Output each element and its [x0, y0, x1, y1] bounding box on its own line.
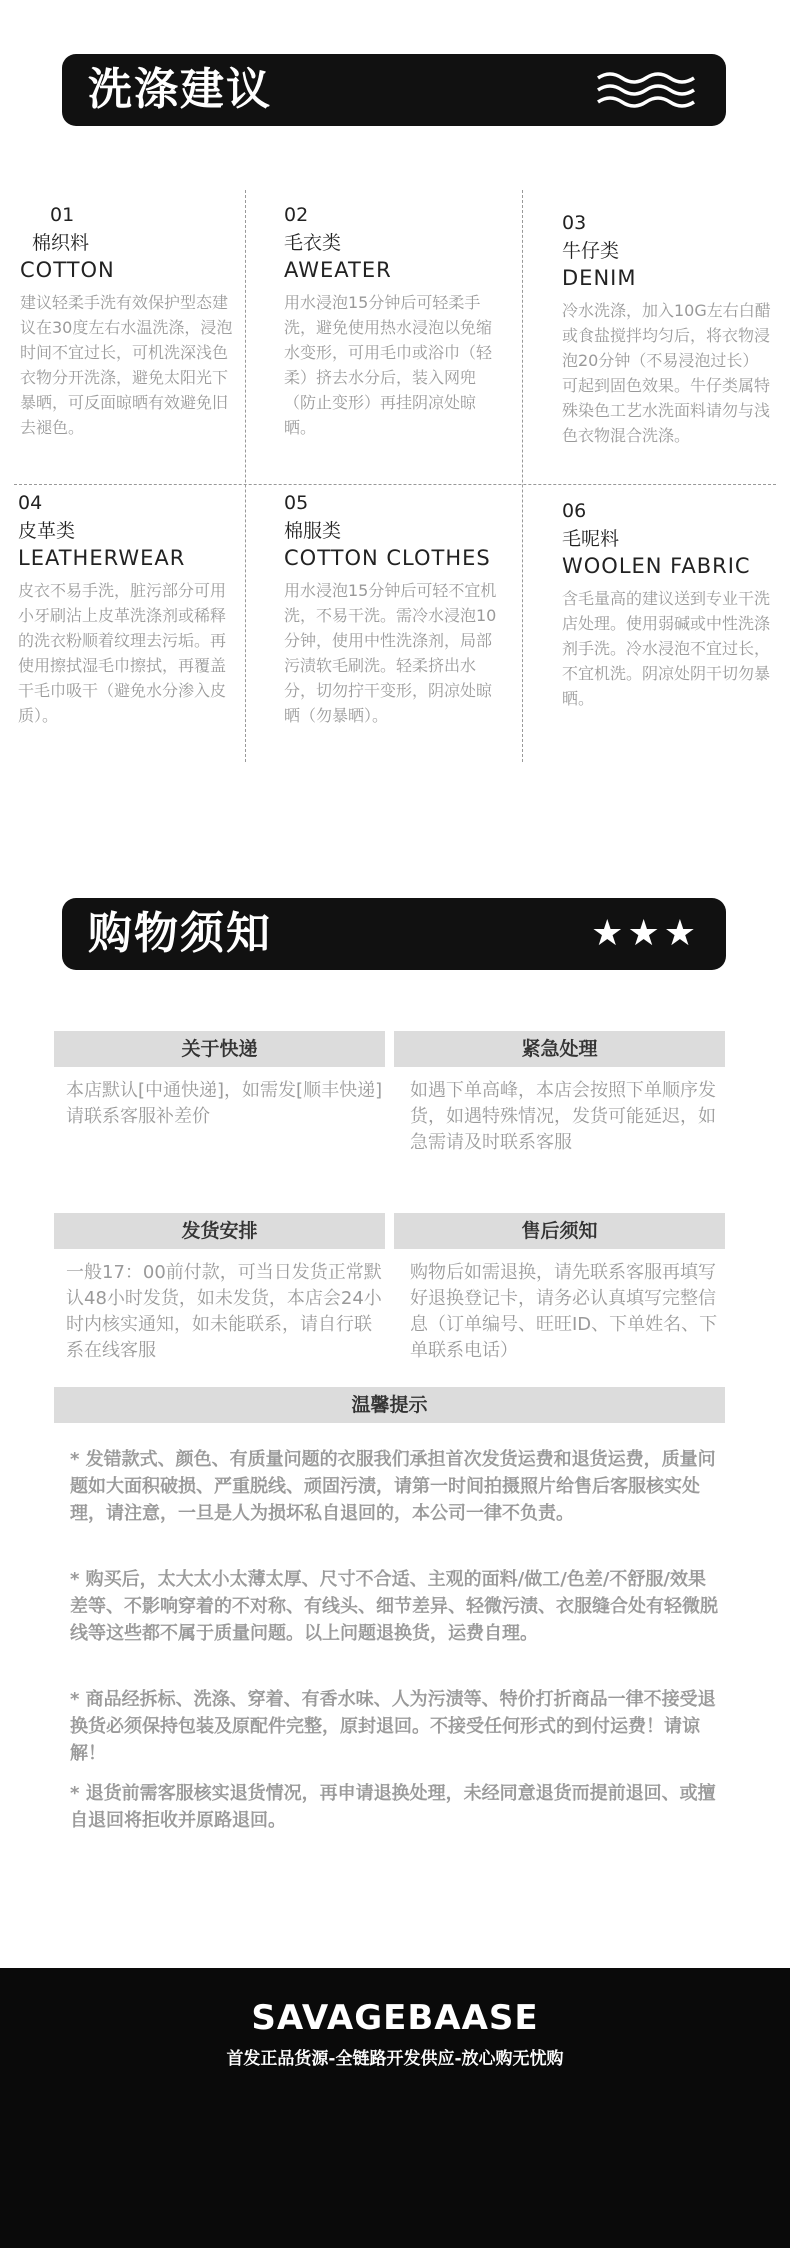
urgent-text: 如遇下单高峰，本店会按照下单顺序发货，如遇特殊情况，发货可能延迟，如急需请及时联系客服	[410, 1080, 716, 1153]
tip-item: * 发错款式、颜色、有质量问题的衣服我们承担首次发货运费和退货运费，质量问题如大面积破损、严重脱线、顽固污渍，请第一时间拍摄照片给售后客服核实处理，请注意，一旦是人为损坏私自退回的，本公司一律不负责。	[70, 1449, 716, 1524]
care-name-en: COTTON CLOTHES	[284, 546, 491, 570]
care-item-woolen	[562, 500, 774, 711]
after-sale-text: 购物后如需退换，请先联系客服再填写好退换登记卡，请务必认真填写完整信息（订单编号、旺旺ID、下单姓名、下单联系电话）	[410, 1262, 718, 1361]
footer	[0, 1968, 790, 2248]
care-name-cn: 牛仔类	[562, 240, 620, 262]
care-description: 用水浸泡15分钟后可轻不宜机洗，不易干洗。需冷水浸泡10分钟，使用中性洗涤剂，局部污渍软毛刷洗。轻柔挤出水分，切勿拧干变形，阴凉处晾晒（勿暴晒）。	[284, 581, 497, 725]
grid-divider	[245, 190, 246, 762]
tip-item: * 商品经拆标、洗涤、穿着、有香水味、人为污渍等、特价打折商品一律不接受退换货必须保持包装及原配件完整，原封退回。不接受任何形式的到付运费！请谅解！	[70, 1689, 716, 1764]
tip-item: * 购买后，太大太小太薄太厚、尺寸不合适、主观的面料/做工/色差/不舒服/效果差等、不影响穿着的不对称、有线头、细节差异、轻微污渍、衣服缝合处有轻微脱线等这些都不属于质量问题。以上问题退换货，运费自理。	[70, 1569, 718, 1644]
express-text: 本店默认[中通快递]，如需发[顺丰快递] 请联系客服补差价	[66, 1080, 383, 1127]
care-description: 含毛量高的建议送到专业干洗店处理。使用弱碱或中性洗涤剂手洗。冷水浸泡不宜过长，不宜机洗。阴凉处阴干切勿暴晒。	[562, 589, 771, 708]
care-name-en: WOOLEN FABRIC	[562, 554, 751, 578]
care-name-cn: 毛呢料	[562, 528, 620, 550]
care-name-cn: 棉织料	[32, 232, 90, 254]
care-description: 建议轻柔手洗有效保护型态建议在30度左右水温洗涤，浸泡时间不宜过长，可机洗深浅色衣物分开洗涤，避免太阳光下暴晒，可反面晾晒有效避免旧去褪色。	[20, 293, 233, 437]
care-number: 04	[18, 492, 43, 514]
care-description: 冷水洗涤，加入10G左右白醋或食盐搅拌均匀后，将衣物浸泡20分钟（不易浸泡过长）可起到固色效果。牛仔类属特殊染色工艺水洗面料请勿与浅色衣物混合洗涤。	[562, 301, 771, 445]
care-name-cn: 棉服类	[284, 520, 342, 542]
wave-icon	[596, 70, 696, 110]
care-number: 02	[284, 204, 309, 226]
after-sale-header: 售后须知	[394, 1213, 725, 1249]
shopping-banner	[62, 898, 726, 970]
brand-name: SAVAGEBAASE	[251, 1998, 539, 2038]
tips-header: 温馨提示	[54, 1387, 725, 1423]
care-item-leather	[18, 492, 238, 728]
urgent-header: 紧急处理	[394, 1031, 725, 1067]
care-name-en: LEATHERWEAR	[18, 546, 186, 570]
care-number: 01	[50, 204, 75, 226]
brand-slogan: 首发正品货源-全链路开发供应-放心购无忧购	[226, 2049, 564, 2069]
care-number: 06	[562, 500, 587, 522]
shopping-section-title: 购物须知	[88, 908, 272, 959]
care-item-sweater	[284, 204, 504, 440]
care-item-denim	[562, 212, 774, 448]
care-name-en: DENIM	[562, 266, 637, 290]
care-name-cn: 皮革类	[18, 520, 76, 542]
care-name-en: COTTON	[20, 258, 115, 282]
care-name-en: AWEATER	[284, 258, 392, 282]
care-item-cotton	[20, 204, 240, 440]
shipping-header: 发货安排	[54, 1213, 385, 1249]
care-name-cn: 毛衣类	[284, 232, 342, 254]
express-header: 关于快递	[54, 1031, 385, 1067]
care-number: 05	[284, 492, 309, 514]
grid-divider	[522, 190, 523, 762]
grid-divider	[14, 484, 776, 485]
tip-item: * 退货前需客服核实退货情况，再申请退换处理，未经同意退货而提前退回、或擅自退回将拒收并原路退回。	[70, 1783, 716, 1831]
care-item-cotton-clothes	[284, 492, 504, 728]
shipping-text: 一般17：00前付款，可当日发货正常默认48小时发货，如未发货，本店会24小时内核实通知，如未能联系，请自行联系在线客服	[66, 1262, 382, 1361]
care-description: 皮衣不易手洗，脏污部分可用小牙刷沾上皮革洗涤剂或稀释的洗衣粉顺着纹理去污垢。再使用擦拭湿毛巾擦拭，再覆盖干毛巾吸干（避免水分渗入皮质）。	[18, 581, 227, 725]
care-banner	[62, 54, 726, 126]
care-section-title: 洗涤建议	[88, 64, 272, 115]
care-number: 03	[562, 212, 587, 234]
stars-icon: ★★★	[591, 913, 700, 954]
care-description: 用水浸泡15分钟后可轻柔手洗，避免使用热水浸泡以免缩水变形，可用毛巾或浴巾（轻柔）挤去水分后，装入网兜（防止变形）再挂阴凉处晾晒。	[284, 293, 493, 437]
